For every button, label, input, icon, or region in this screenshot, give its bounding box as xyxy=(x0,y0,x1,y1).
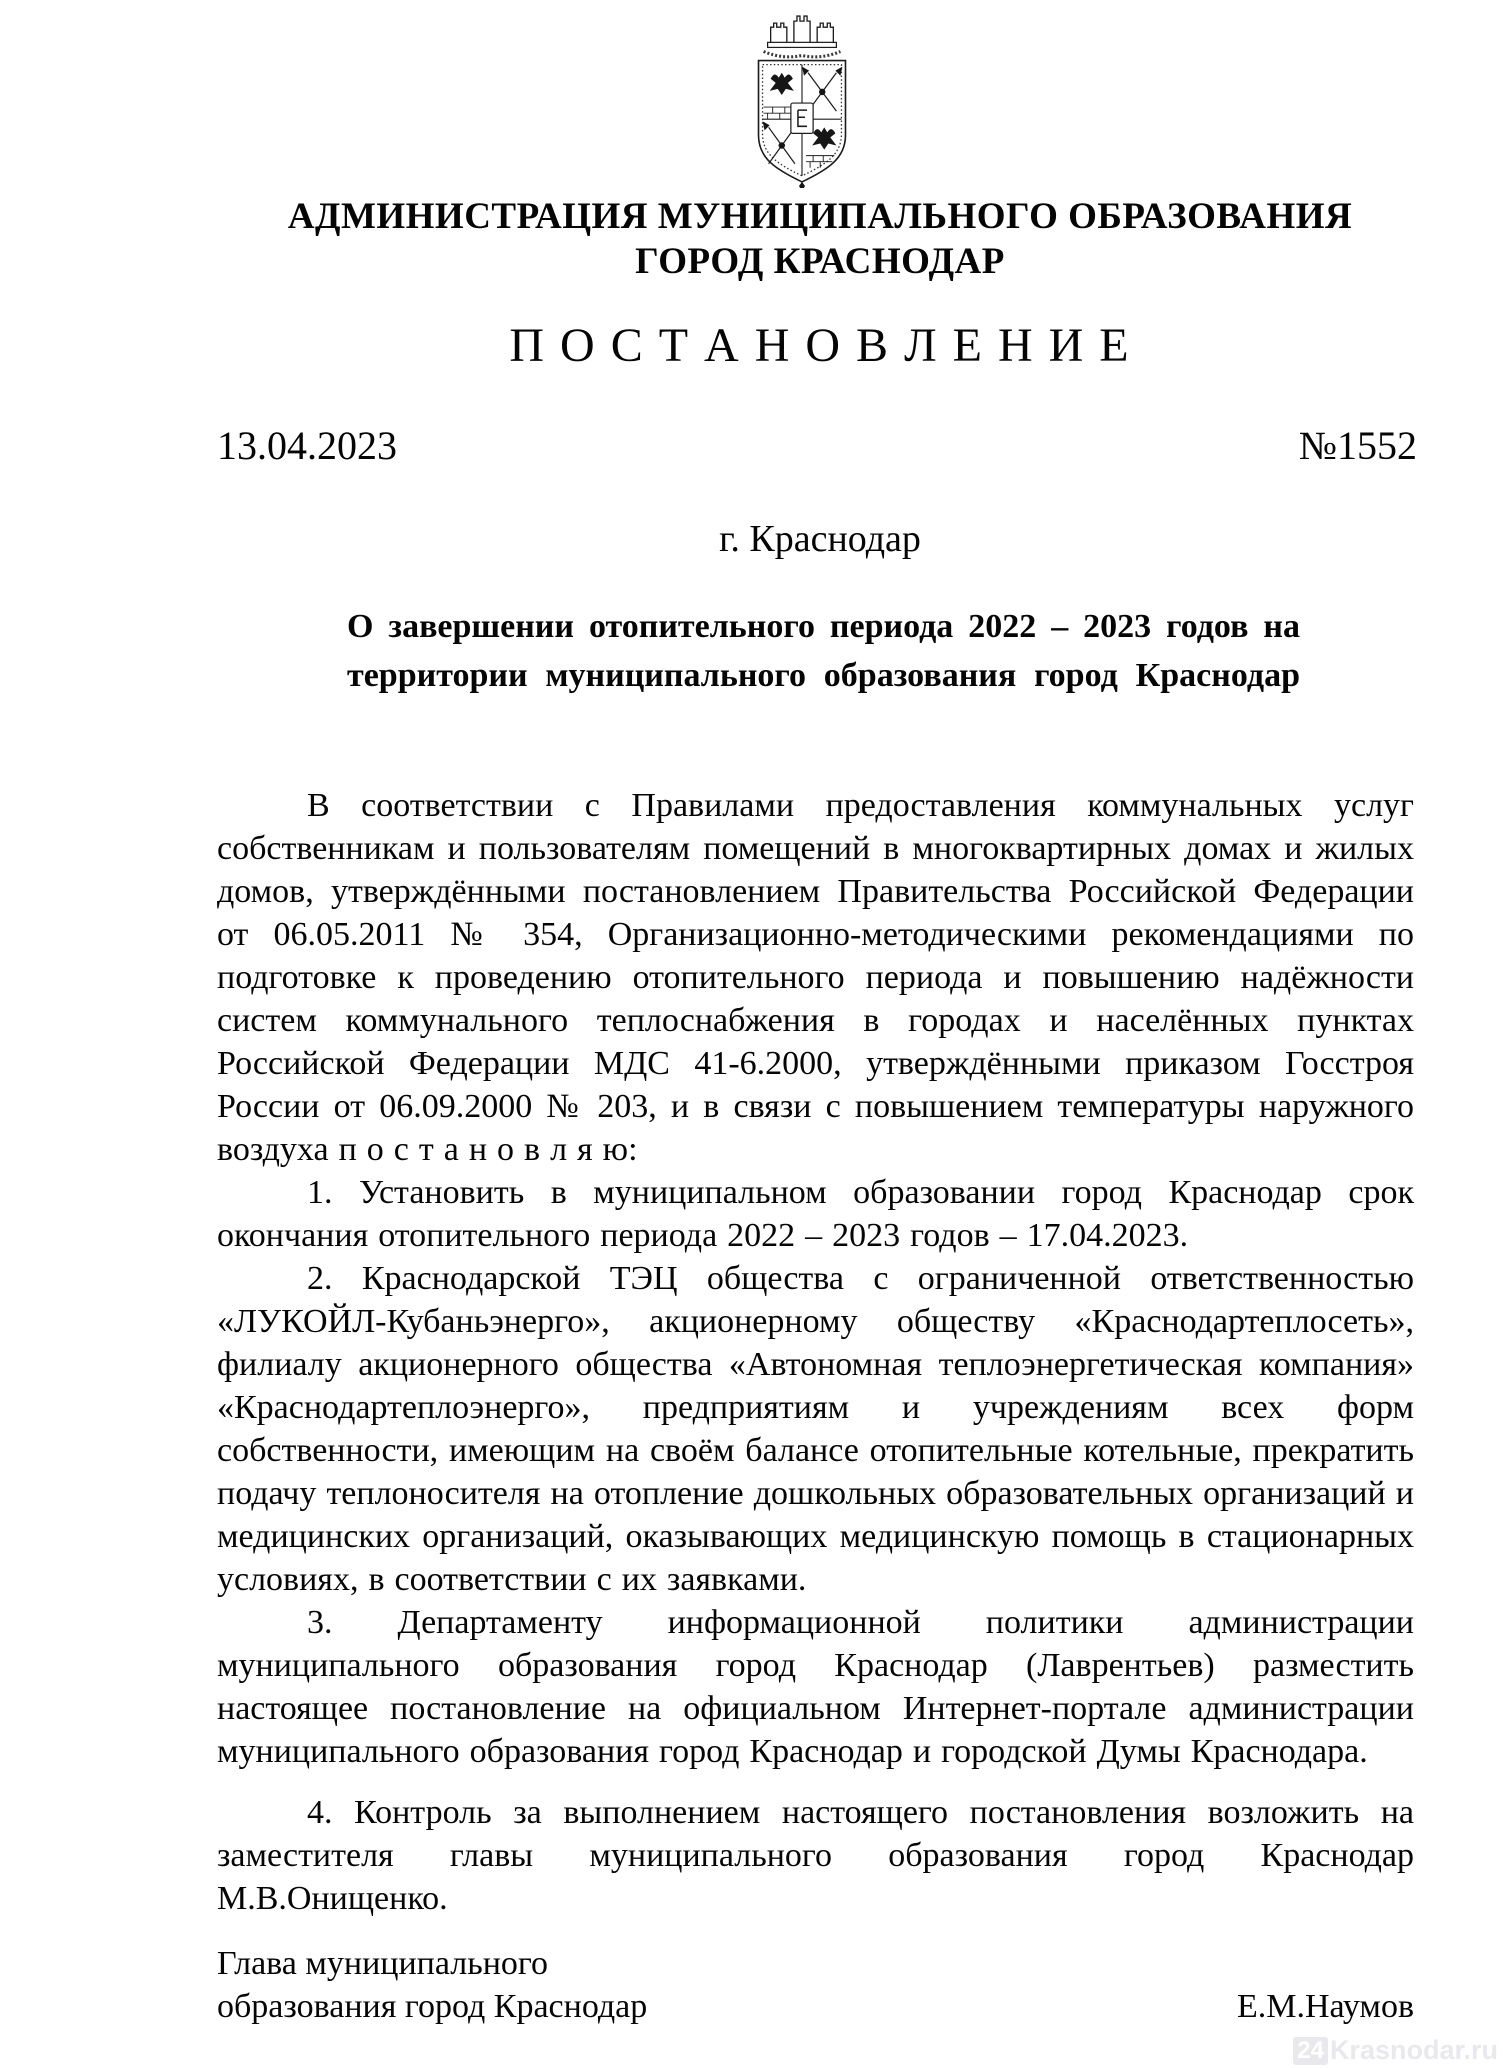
signature-position-line2: образования город Краснодар xyxy=(217,1988,648,2025)
signature-block xyxy=(217,1942,1414,2028)
watermark-24-badge: 24 xyxy=(1293,2037,1328,2065)
body-paragraph: 2. Краснодарской ТЭЦ общества с ограниченной ответственностью «ЛУКОЙЛ-Кубаньэнерго», акционерному обществу «Краснодартеплосеть», филиалу акционерного общества «Автономная теплоэнергетическая компания» «Краснодартеплоэнерго», предприятиям и учреждениям всех форм собственности, имеющим на своём балансе отопительные котельные, прекратить подачу теплоносителя на отопление дошкольных образовательных организаций и медицинских организаций, оказывающих медицинскую помощь в стационарных условиях, в соответствии с их заявками. xyxy=(217,1260,1414,1598)
org-name-line2: ГОРОД КРАСНОДАР xyxy=(635,241,1005,282)
date-number-row xyxy=(217,422,1417,470)
doc-number: №1552 xyxy=(1298,423,1417,468)
doc-subject-line2: территории муниципального образования город Краснодар xyxy=(347,657,1300,694)
doc-type-heading: П О С Т А Н О В Л Е Н И Е xyxy=(509,319,1131,372)
signature-name: Е.М.Наумов xyxy=(1236,1988,1414,2025)
krasnodar-coat-of-arms-icon xyxy=(746,10,858,188)
doc-body xyxy=(217,784,1414,1920)
doc-subject xyxy=(347,602,1300,700)
doc-subject-line1: О завершении отопительного периода 2022 – 2023 годов на xyxy=(347,608,1300,645)
doc-city: г. Краснодар xyxy=(719,518,921,560)
site-watermark xyxy=(1293,2035,1498,2066)
signature-position xyxy=(217,1942,647,2028)
org-name-line1: АДМИНИСТРАЦИЯ МУНИЦИПАЛЬНОГО ОБРАЗОВАНИЯ xyxy=(287,196,1353,237)
signature-position-line1: Глава муниципального xyxy=(217,1945,549,1982)
org-name xyxy=(220,194,1420,284)
watermark-text: Krasnodar.ru xyxy=(1329,2035,1498,2065)
body-paragraph: В соответствии с Правилами предоставления коммунальных услуг собственникам и пользователям помещений в многоквартирных домах и жилых домов, утверждёнными постановлением Правительства Российской Федерации от 06.05.2011 № 354, Организационно-методическими рекомендациями по подготовке к проведению отопительного периода и повышению надёжности систем коммунального теплоснабжения в городах и населённых пунктах Российской Федерации МДС 41-6.2000, утверждёнными приказом Госстроя России от 06.09.2000 № 203, и в связи с повышением температуры наружного воздуха п о с т а н о в л я ю: xyxy=(217,787,1414,1168)
doc-date: 13.04.2023 xyxy=(217,423,397,468)
body-paragraph: 3. Департаменту информационной политики администрации муниципального образования город Краснодар (Лаврентьев) разместить настоящее постановление на официальном Интернет-портале администрации муниципального образования город Краснодар и городской Думы Краснодара. xyxy=(217,1604,1414,1770)
body-paragraph: 1. Установить в муниципальном образовании город Краснодар срок окончания отопительного периода 2022 – 2023 годов – 17.04.2023. xyxy=(217,1174,1414,1254)
body-paragraph: 4. Контроль за выполнением настоящего постановления возложить на заместителя главы муниципального образования город Краснодар М.В.Онищенко. xyxy=(217,1794,1414,1917)
